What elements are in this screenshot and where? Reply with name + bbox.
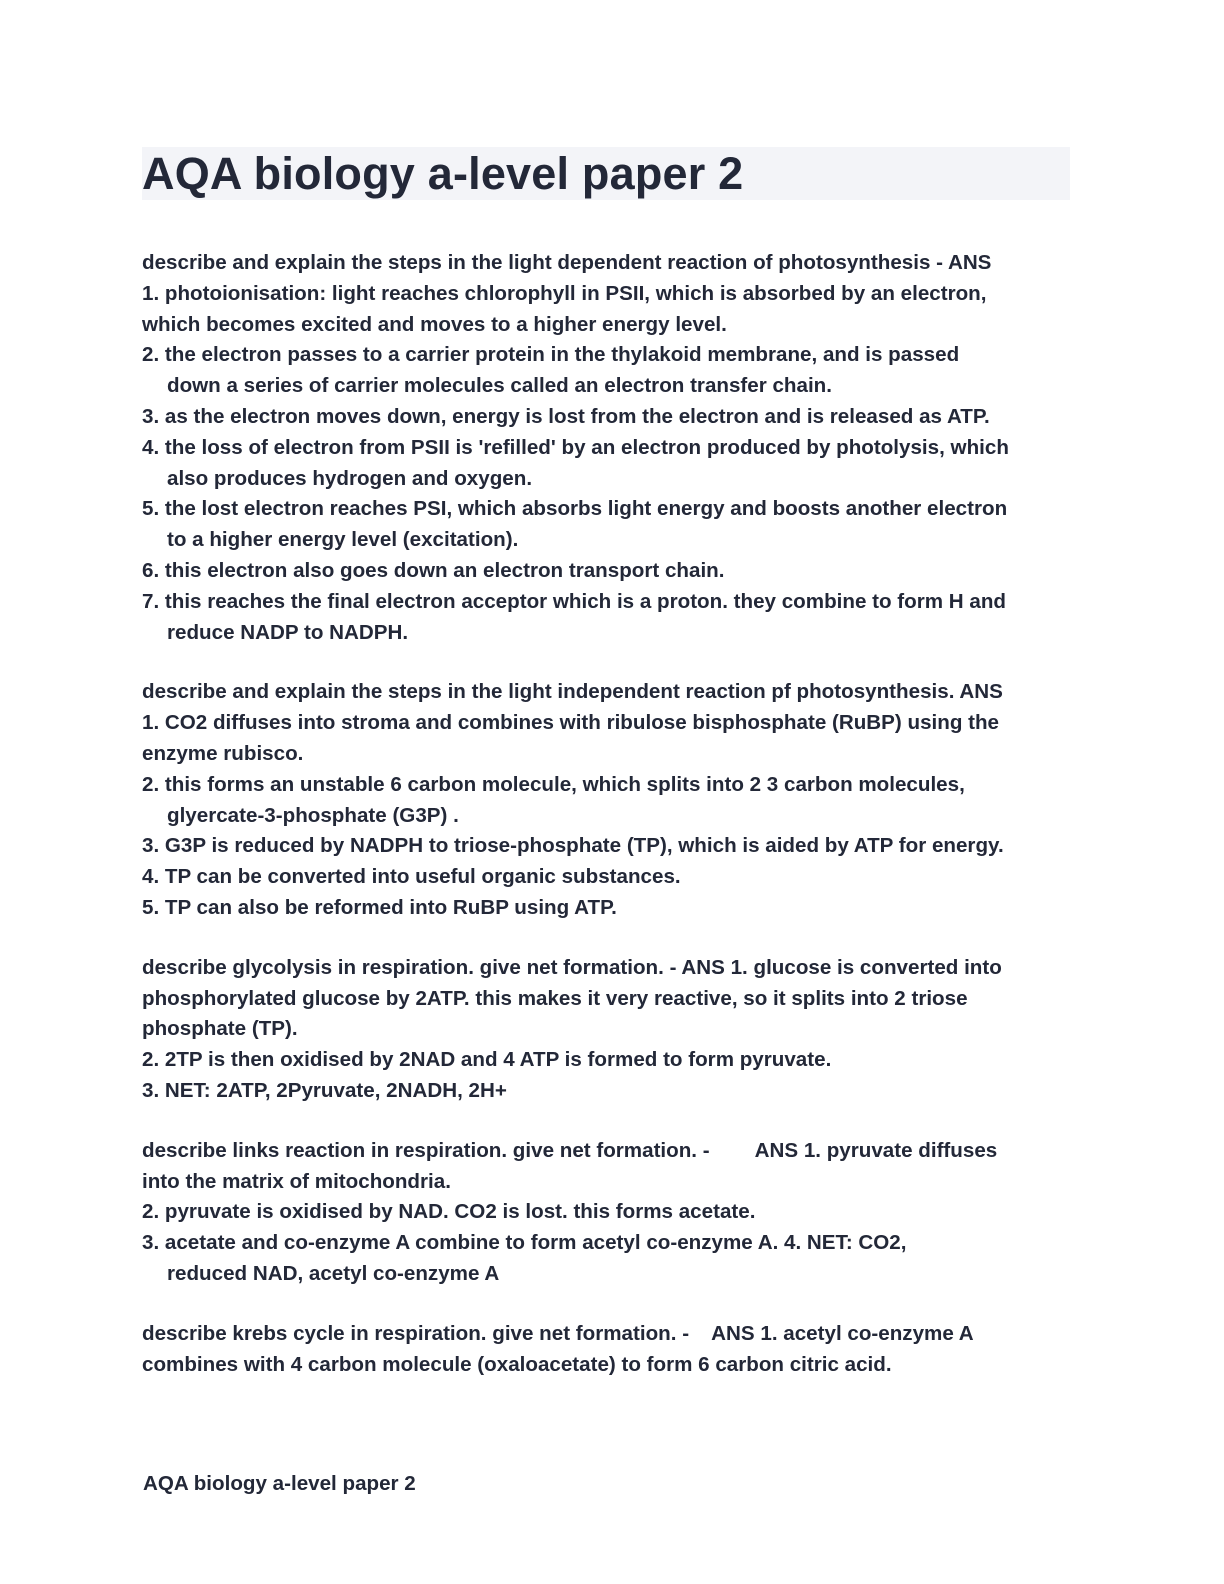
answer-line: reduce NADP to NADPH. xyxy=(167,620,409,644)
answer-line: which becomes excited and moves to a higher energy level. xyxy=(142,312,727,336)
page-title: AQA biology a-level paper 2 xyxy=(142,147,1070,200)
section-glycolysis xyxy=(142,953,1072,1107)
answer-line: combines with 4 carbon molecule (oxaloacetate) to form 6 carbon citric acid. xyxy=(142,1352,892,1376)
answer-line: 2. pyruvate is oxidised by NAD. CO2 is lost. this forms acetate. xyxy=(142,1200,756,1224)
section-light-dependent-reaction xyxy=(142,248,1072,648)
answer-line: 3. as the electron moves down, energy is lost from the electron and is released as ATP. xyxy=(142,404,990,428)
question-line: describe glycolysis in respiration. give net formation. - ANS 1. glucose is converted into xyxy=(142,955,1002,979)
question-line: describe krebs cycle in respiration. give net formation. - ANS 1. acetyl co-enzyme A xyxy=(142,1321,974,1345)
answer-line: 2. this forms an unstable 6 carbon molecule, which splits into 2 3 carbon molecules, xyxy=(142,772,965,796)
answer-line: 5. TP can also be reformed into RuBP using ATP. xyxy=(142,895,617,919)
page-footer: AQA biology a-level paper 2 xyxy=(143,1472,416,1495)
answer-line: also produces hydrogen and oxygen. xyxy=(167,466,533,490)
answer-line: reduced NAD, acetyl co-enzyme A xyxy=(167,1261,500,1285)
answer-line: 7. this reaches the final electron acceptor which is a proton. they combine to form H and xyxy=(142,589,1006,613)
answer-line: phosphorylated glucose by 2ATP. this makes it very reactive, so it splits into 2 triose xyxy=(142,986,968,1010)
document-body xyxy=(142,248,1072,1409)
answer-line: 3. NET: 2ATP, 2Pyruvate, 2NADH, 2H+ xyxy=(142,1078,507,1102)
answer-line: enzyme rubisco. xyxy=(142,741,304,765)
answer-line: 1. photoionisation: light reaches chlorophyll in PSII, which is absorbed by an electron, xyxy=(142,281,987,305)
answer-line: 2. 2TP is then oxidised by 2NAD and 4 ATP is formed to form pyruvate. xyxy=(142,1048,832,1072)
question-line: describe and explain the steps in the light dependent reaction of photosynthesis - ANS xyxy=(142,251,992,274)
answer-line: 4. the loss of electron from PSII is 'refilled' by an electron produced by photolysis, which xyxy=(142,435,1009,459)
answer-line: to a higher energy level (excitation). xyxy=(167,528,519,552)
question-line: describe and explain the steps in the light independent reaction pf photosynthesis. ANS xyxy=(142,680,1003,704)
question-line: describe links reaction in respiration. give net formation. - ANS 1. pyruvate diffuses xyxy=(142,1138,998,1162)
answer-line: down a series of carrier molecules called an electron transfer chain. xyxy=(167,374,832,398)
answer-line: 4. TP can be converted into useful organic substances. xyxy=(142,865,681,889)
section-krebs-cycle xyxy=(142,1319,1072,1381)
answer-line: 3. G3P is reduced by NADPH to triose-phosphate (TP), which is aided by ATP for energy. xyxy=(142,834,1004,858)
answer-line: 1. CO2 diffuses into stroma and combines with ribulose bisphosphate (RuBP) using the xyxy=(142,711,1000,735)
answer-line: phosphate (TP). xyxy=(142,1017,298,1041)
answer-line: 6. this electron also goes down an electron transport chain. xyxy=(142,558,725,582)
answer-line: into the matrix of mitochondria. xyxy=(142,1169,451,1193)
section-light-independent-reaction xyxy=(142,677,1072,923)
answer-line: glyercate-3-phosphate (G3P) . xyxy=(167,803,459,827)
answer-line: 3. acetate and co-enzyme A combine to form acetyl co-enzyme A. 4. NET: CO2, xyxy=(142,1231,907,1255)
answer-line: 5. the lost electron reaches PSI, which absorbs light energy and boosts another electron xyxy=(142,497,1008,521)
section-links-reaction xyxy=(142,1136,1072,1290)
answer-line: 2. the electron passes to a carrier protein in the thylakoid membrane, and is passed xyxy=(142,343,960,367)
